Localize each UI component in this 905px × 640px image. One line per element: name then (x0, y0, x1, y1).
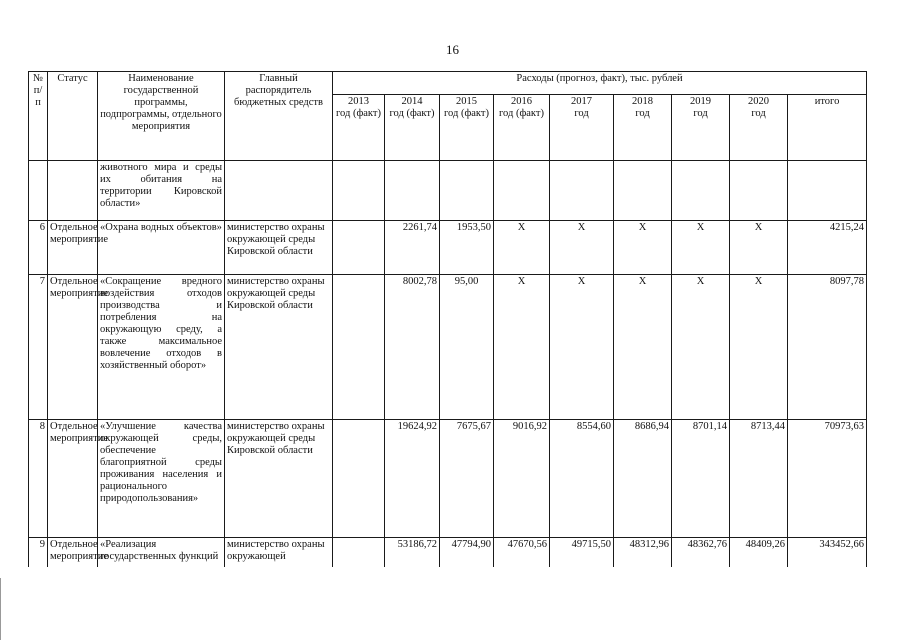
value-cell: 8701,14 (672, 420, 730, 538)
row-status: Отдельное мероприятие (48, 538, 98, 578)
value-cell: 1953,50 (440, 221, 494, 275)
value-cell: 47794,90 (440, 538, 494, 578)
row-name: «Реализация государственных функций (98, 538, 225, 578)
year-header-2016: 2016 год (факт) (494, 95, 550, 161)
year-header-2018: 2018 год (614, 95, 672, 161)
header-total: итого (788, 95, 867, 161)
row-admin: министерство охраны окружающей среды Кировской области (225, 275, 333, 420)
header-name: Наименование государственной программы, подпрограммы, отдельного мероприятия (98, 72, 225, 161)
value-cell: X (550, 221, 614, 275)
value-cell: 8554,60 (550, 420, 614, 538)
year-header-2017: 2017 год (550, 95, 614, 161)
row-status: Отдельное мероприятие (48, 221, 98, 275)
value-cell: 8686,94 (614, 420, 672, 538)
value-cell (333, 275, 385, 420)
year-header-2014: 2014 год (факт) (385, 95, 440, 161)
row-name: «Улучшение качества окружающей среды, обеспечение благоприятной среды проживания населения и рационального природопользования» (98, 420, 225, 538)
row-admin: министерство охраны окружающей среды Кировской области (225, 420, 333, 538)
year-header-2013: 2013 год (факт) (333, 95, 385, 161)
value-cell: X (614, 275, 672, 420)
value-cell: 8002,78 (385, 275, 440, 420)
value-cell: 49715,50 (550, 538, 614, 578)
table-row (29, 420, 867, 538)
value-cell: X (730, 221, 788, 275)
value-cell: X (614, 221, 672, 275)
table-row (29, 275, 867, 420)
value-cell: 9016,92 (494, 420, 550, 538)
page-bottom-mask (0, 567, 905, 640)
total-cell: 343452,66 (788, 538, 867, 578)
header-row (29, 72, 867, 95)
year-header-2020: 2020 год (730, 95, 788, 161)
value-cell: X (672, 221, 730, 275)
value-cell: X (550, 275, 614, 420)
row-admin: министерство охраны окружающей (225, 538, 333, 578)
value-cell: 48362,76 (672, 538, 730, 578)
value-cell: 7675,67 (440, 420, 494, 538)
value-cell: 48409,26 (730, 538, 788, 578)
header-status: Статус (48, 72, 98, 161)
total-cell: 8097,78 (788, 275, 867, 420)
total-cell: 4215,24 (788, 221, 867, 275)
value-cell: X (494, 221, 550, 275)
value-cell: X (730, 275, 788, 420)
row-name: «Охрана водных объектов» (98, 221, 225, 275)
value-cell (333, 420, 385, 538)
value-cell: X (672, 275, 730, 420)
continuation-name: животного мира и среды их обитания на территории Кировской области» (98, 161, 225, 221)
row-num: 7 (29, 275, 48, 420)
value-cell: 2261,74 (385, 221, 440, 275)
page-number: 16 (446, 42, 459, 57)
value-cell: 95,00 (440, 275, 494, 420)
row-num: 6 (29, 221, 48, 275)
year-header-2019: 2019 год (672, 95, 730, 161)
total-cell: 70973,63 (788, 420, 867, 538)
row-admin: министерство охраны окружающей среды Кировской области (225, 221, 333, 275)
year-header-2015: 2015 год (факт) (440, 95, 494, 161)
value-cell: 8713,44 (730, 420, 788, 538)
header-num: № п/п (29, 72, 48, 161)
header-expenses: Расходы (прогноз, факт), тыс. рублей (333, 72, 867, 95)
header-admin: Главный распорядитель бюджетных средств (225, 72, 333, 161)
row-status: Отдельное мероприятие (48, 275, 98, 420)
value-cell (333, 221, 385, 275)
value-cell: X (494, 275, 550, 420)
scan-edge-line (0, 578, 1, 640)
budget-table (28, 71, 867, 578)
row-num: 9 (29, 538, 48, 578)
row-num: 8 (29, 420, 48, 538)
table-row (29, 221, 867, 275)
row-name: «Сокращение вредного воздействия отходов производства и потребления на окружающую среду, а также максимальное вовлечение отходов в хозяйственный оборот» (98, 275, 225, 420)
value-cell: 19624,92 (385, 420, 440, 538)
value-cell: 48312,96 (614, 538, 672, 578)
table-row (29, 161, 867, 221)
value-cell: 47670,56 (494, 538, 550, 578)
row-status: Отдельное мероприятие (48, 420, 98, 538)
value-cell: 53186,72 (385, 538, 440, 578)
